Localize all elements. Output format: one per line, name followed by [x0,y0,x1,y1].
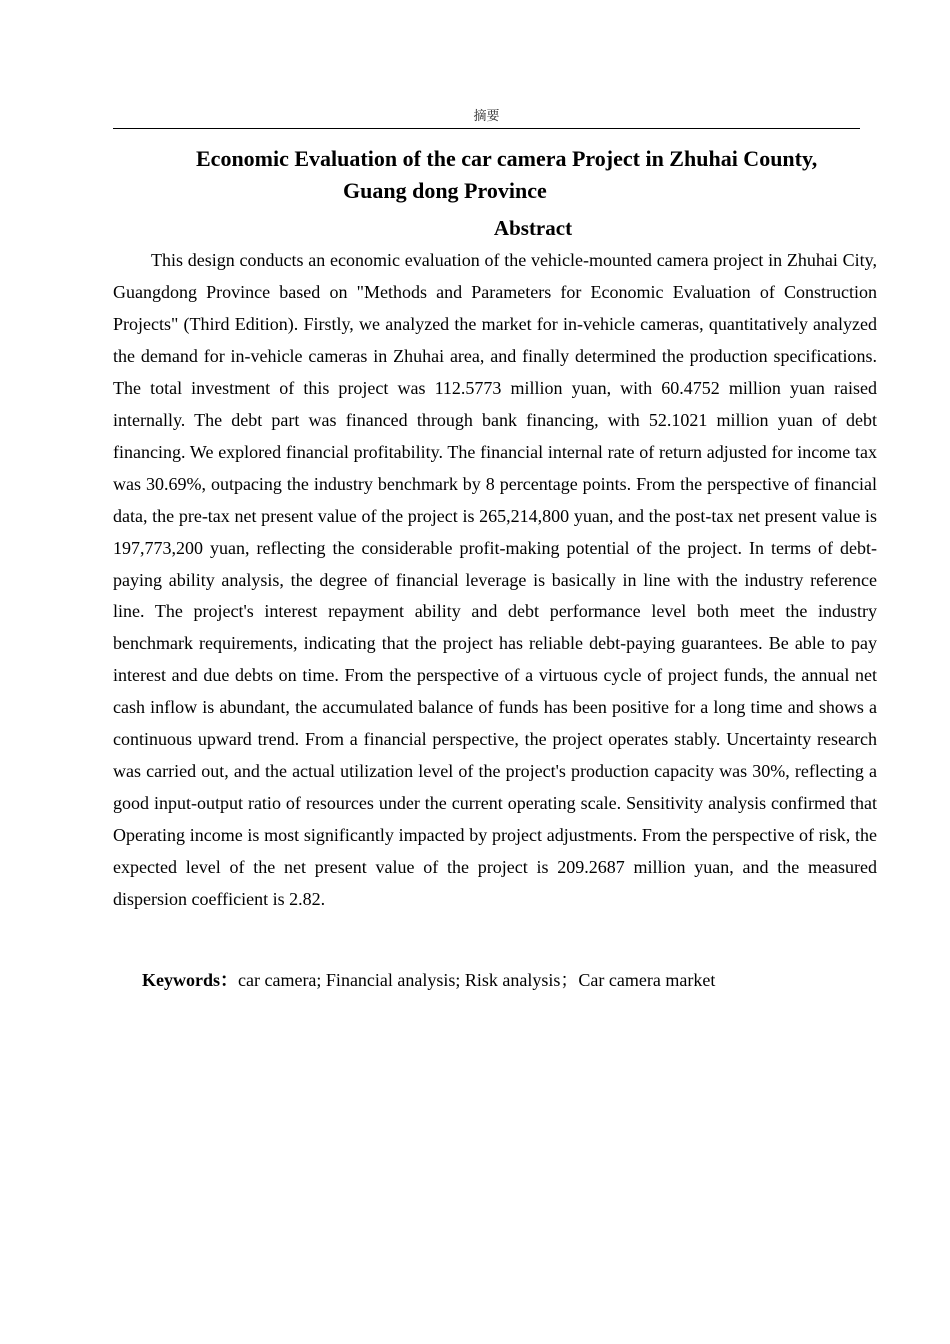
running-header: 摘要 [473,109,500,124]
paper-title [113,143,873,207]
abstract-heading: Abstract [493,216,573,240]
abstract-body: This design conducts an economic evaluation of the vehicle-mounted camera project in Zhuhai City, Guangdong Province based on "Methods and Parameters for Economic Evaluation of Construction Projects" (Third Edition). Firstly, we analyzed the market for in-vehicle cameras, quantitatively analyzed the demand for in-vehicle cameras in Zhuhai area, and finally determined the production specifications. The total investment of this project was 112.5773 million yuan, with 60.4752 million yuan raised internally. The debt part was financed through bank financing, with 52.1021 million yuan of debt financing. We explored financial profitability. The financial internal rate of return adjusted for income tax was 30.69%, outpacing the industry benchmark by 8 percentage points. From the perspective of financial data, the pre-tax net present value of the project is 265,214,800 yuan, and the post-tax net present value is 197,773,200 yuan, reflecting the considerable profit-making potential of the project. In terms of debt-paying ability analysis, the degree of financial leverage is basically in line with the industry reference line. The project's interest repayment ability and debt performance level both meet the industry benchmark requirements, indicating that the project has reliable debt-paying guarantees. Be able to pay interest and due debts on time. From the perspective of a virtuous cycle of project funds, the annual net cash inflow is abundant, the accumulated balance of funds has been positive for a long time and shows a continuous upward trend. From a financial perspective, the project operates stably. Uncertainty research was carried out, and the actual utilization level of the project's production capacity was 30%, reflecting a good input-output ratio of resources under the current operating scale. Sensitivity analysis confirmed that Operating income is most significantly impacted by project adjustments. From the perspective of risk, the expected level of the net present value of the project is 209.2687 million yuan, and the measured dispersion coefficient is 2.82. [113,250,877,910]
paper-title-line-1: Economic Evaluation of the car camera Project in Zhuhai County, [196,146,818,171]
header-divider [113,128,860,129]
keywords-text: car camera; Financial analysis; Risk analysis；Car camera market [238,970,716,990]
keywords-line [142,965,877,995]
keywords-label: Keywords： [142,970,238,990]
paper-title-line-2: Guang dong Province [343,178,547,203]
